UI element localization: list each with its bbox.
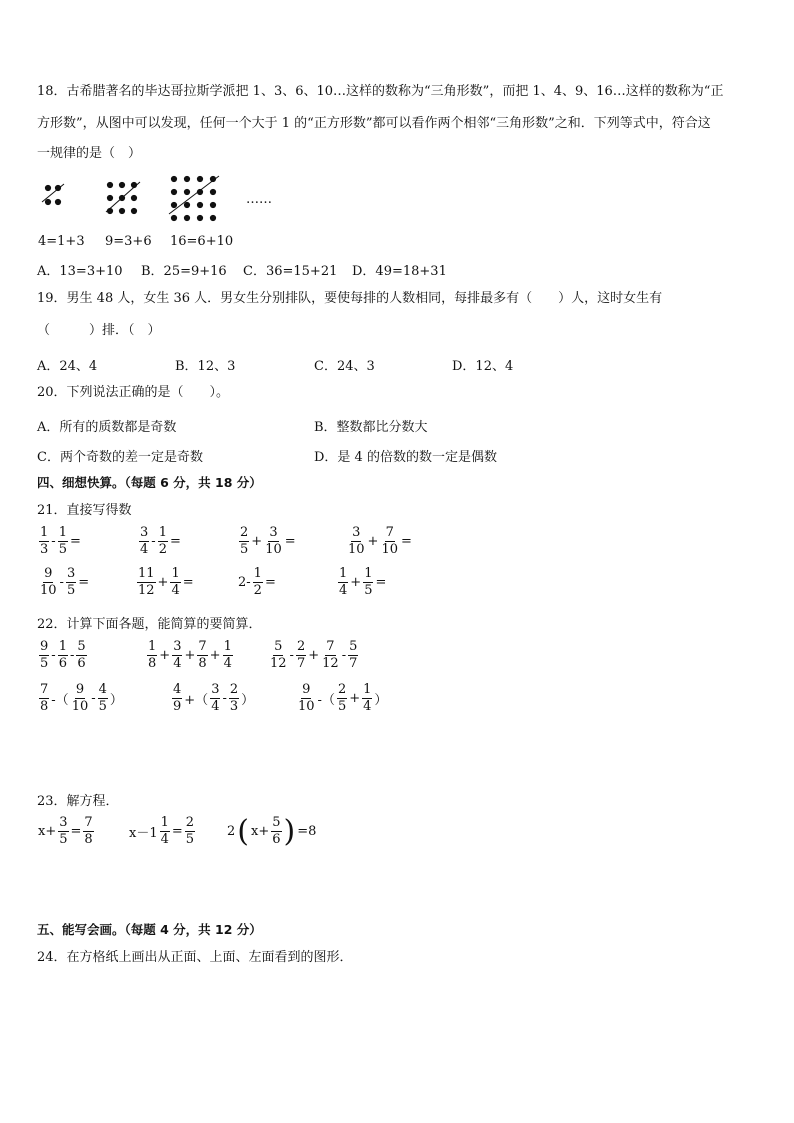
operator: 2- xyxy=(238,575,251,590)
fraction xyxy=(380,526,399,557)
q22-expr xyxy=(38,683,124,714)
operator: - xyxy=(51,648,56,663)
operator: =8 xyxy=(297,824,317,839)
numerator: 5 xyxy=(77,639,86,654)
numerator: 7 xyxy=(385,525,394,540)
q18-ellipsis: …… xyxy=(246,192,272,207)
denominator: 12 xyxy=(270,656,287,671)
numerator: 1 xyxy=(223,639,232,654)
section-5-title: 五、能写会画。（每题 4 分，共 12 分） xyxy=(37,922,262,937)
fraction xyxy=(83,816,93,847)
operator: + xyxy=(349,691,361,706)
operator: x+ xyxy=(38,824,57,839)
numerator: 3 xyxy=(211,682,220,697)
q21-expr xyxy=(38,526,82,557)
operator: - xyxy=(222,691,227,706)
denominator: 4 xyxy=(211,699,220,714)
numerator: 3 xyxy=(59,815,68,830)
numerator: 3 xyxy=(66,566,76,581)
operator: = xyxy=(171,824,183,839)
q19-option-a[interactable]: A．24、4 xyxy=(37,359,98,374)
fraction xyxy=(210,683,220,714)
numerator: 1 xyxy=(58,525,67,540)
q21-expr xyxy=(237,567,277,598)
operator: + xyxy=(159,648,171,663)
operator: = xyxy=(70,824,82,839)
numerator: 7 xyxy=(326,639,335,654)
operator: x－1 xyxy=(129,826,158,841)
q19-option-d[interactable]: D．12、4 xyxy=(452,359,514,374)
fraction xyxy=(58,640,68,671)
operator: + xyxy=(209,648,221,663)
section-4-title: 四、细想快算。（每题 6 分，共 18 分） xyxy=(37,475,262,490)
operator: - xyxy=(69,648,75,663)
q18-text-line3: 一规律的是（ ） xyxy=(37,146,142,161)
fraction xyxy=(147,640,157,671)
numerator: 7 xyxy=(84,815,93,830)
operator: - xyxy=(51,534,56,549)
numerator: 1 xyxy=(58,639,67,654)
denominator: 7 xyxy=(349,656,358,671)
parenthesis: ( xyxy=(237,813,249,849)
operator: +（ xyxy=(184,693,209,708)
numerator: 9 xyxy=(40,639,49,654)
operator: + xyxy=(350,575,362,590)
denominator: 5 xyxy=(58,542,67,557)
operator: + xyxy=(251,534,263,549)
denominator: 7 xyxy=(296,656,306,671)
numerator: 1 xyxy=(364,566,373,581)
numerator: 1 xyxy=(158,525,167,540)
q21-title: 21．直接写得数 xyxy=(37,503,132,518)
numerator: 1 xyxy=(148,639,157,654)
q23-equation xyxy=(128,816,196,847)
denominator: 6 xyxy=(58,656,67,671)
fraction xyxy=(185,816,195,847)
operator: - xyxy=(59,575,64,590)
operator: = xyxy=(284,534,296,549)
operator: + xyxy=(184,648,196,663)
denominator: 8 xyxy=(198,656,207,671)
numerator: 4 xyxy=(98,682,107,697)
denominator: 5 xyxy=(66,583,76,598)
denominator: 4 xyxy=(363,699,372,714)
denominator: 9 xyxy=(173,699,182,714)
denominator: 4 xyxy=(223,656,232,671)
fraction xyxy=(158,526,168,557)
operator: = xyxy=(78,575,90,590)
fraction xyxy=(58,526,68,557)
operator: + xyxy=(367,534,379,549)
q18-option-b[interactable]: B．25=9+16 xyxy=(141,264,227,279)
fraction xyxy=(139,526,149,557)
fraction xyxy=(172,683,182,714)
denominator: 10 xyxy=(381,542,398,557)
q21-expr xyxy=(38,567,90,598)
q22-expr xyxy=(296,683,388,714)
numerator: 1 xyxy=(40,525,49,540)
denominator: 3 xyxy=(229,699,239,714)
numerator: 9 xyxy=(44,566,53,581)
q23-equation xyxy=(226,813,317,849)
q20-text: 20．下列说法正确的是（ ）。 xyxy=(37,385,230,400)
q21-expr xyxy=(136,567,195,598)
numerator: 3 xyxy=(173,639,182,654)
fraction xyxy=(269,640,288,671)
operator: - xyxy=(91,691,96,706)
fraction xyxy=(348,640,358,671)
q19-option-b[interactable]: B．12、3 xyxy=(175,359,236,374)
fraction xyxy=(239,526,249,557)
fraction xyxy=(170,567,180,598)
q20-option-a[interactable]: A．所有的质数都是奇数 xyxy=(37,420,177,435)
fraction xyxy=(271,816,281,847)
fraction xyxy=(321,640,340,671)
numerator: 9 xyxy=(75,682,85,697)
fraction xyxy=(39,683,49,714)
operator: 2 xyxy=(227,824,236,839)
operator: -（ xyxy=(317,693,335,708)
denominator: 5 xyxy=(364,583,373,598)
operator: ） xyxy=(374,693,388,708)
denominator: 12 xyxy=(322,656,339,671)
q20-option-d[interactable]: D．是 4 的倍数的数一定是偶数 xyxy=(314,450,497,465)
operator: x+ xyxy=(251,824,270,839)
q20-option-c[interactable]: C．两个奇数的差一定是奇数 xyxy=(37,450,203,465)
denominator: 5 xyxy=(337,699,347,714)
denominator: 4 xyxy=(339,583,348,598)
fraction xyxy=(363,567,373,598)
triangle-square-dots-figure xyxy=(36,172,236,230)
q22-expr xyxy=(38,640,88,671)
denominator: 10 xyxy=(298,699,315,714)
fraction xyxy=(58,816,68,847)
denominator: 4 xyxy=(171,583,180,598)
operator: ） xyxy=(109,693,123,708)
operator: + xyxy=(157,575,169,590)
denominator: 3 xyxy=(40,542,49,557)
operator: - xyxy=(151,534,156,549)
denominator: 6 xyxy=(272,832,281,847)
q19-text-line2: （ ）排．（ ） xyxy=(37,323,161,338)
operator: ） xyxy=(241,693,255,708)
numerator: 4 xyxy=(173,682,182,697)
denominator: 4 xyxy=(173,656,182,671)
numerator: 1 xyxy=(171,566,180,581)
denominator: 8 xyxy=(148,656,157,671)
numerator: 5 xyxy=(274,639,283,654)
operator: = xyxy=(69,534,81,549)
q23-title: 23．解方程． xyxy=(37,794,119,809)
q22-expr xyxy=(171,683,255,714)
fraction xyxy=(347,526,366,557)
numerator: 2 xyxy=(337,682,347,697)
fraction xyxy=(98,683,108,714)
numerator: 5 xyxy=(272,815,281,830)
numerator: 2 xyxy=(240,525,249,540)
fraction xyxy=(172,640,182,671)
fraction xyxy=(39,567,58,598)
fraction xyxy=(66,567,76,598)
q22-title: 22．计算下面各题，能简算的要简算． xyxy=(37,617,262,632)
numerator: 1 xyxy=(160,815,169,830)
denominator: 5 xyxy=(240,542,249,557)
numerator: 11 xyxy=(138,566,155,581)
fraction xyxy=(39,526,49,557)
fraction xyxy=(76,640,86,671)
operator: - xyxy=(341,648,347,663)
q21-expr xyxy=(337,567,387,598)
operator: -（ xyxy=(51,693,69,708)
fraction xyxy=(253,567,263,598)
denominator: 4 xyxy=(160,832,169,847)
q20-option-b[interactable]: B．整数都比分数大 xyxy=(314,420,428,435)
q18-caption-2: 9=3+6 xyxy=(105,234,152,249)
operator: = xyxy=(182,575,194,590)
denominator: 6 xyxy=(77,656,86,671)
denominator: 5 xyxy=(185,832,195,847)
numerator: 1 xyxy=(339,566,348,581)
q22-expr xyxy=(268,640,359,671)
denominator: 5 xyxy=(98,699,107,714)
denominator: 5 xyxy=(59,832,68,847)
q19-option-c[interactable]: C．24、3 xyxy=(314,359,375,374)
denominator: 2 xyxy=(158,542,167,557)
fraction xyxy=(160,816,170,847)
denominator: 2 xyxy=(253,583,262,598)
numerator: 2 xyxy=(185,815,195,830)
numerator: 7 xyxy=(40,682,49,697)
numerator: 3 xyxy=(140,525,149,540)
q23-equation xyxy=(37,816,95,847)
q18-option-c[interactable]: C．36=15+21 xyxy=(243,264,338,279)
operator: = xyxy=(375,575,387,590)
q22-expr xyxy=(146,640,234,671)
fraction xyxy=(297,683,316,714)
denominator: 10 xyxy=(40,583,57,598)
denominator: 8 xyxy=(84,832,93,847)
operator: = xyxy=(264,575,276,590)
q18-text-line1: 18．古希腊著名的毕达哥拉斯学派把 1、3、6、10…这样的数称为“三角形数”，而把 1、4、9、16…这样的数称为“正 xyxy=(37,84,724,99)
fraction xyxy=(338,567,348,598)
operator: + xyxy=(308,648,320,663)
numerator: 7 xyxy=(198,639,207,654)
fraction xyxy=(337,683,347,714)
denominator: 10 xyxy=(265,542,282,557)
denominator: 10 xyxy=(348,542,365,557)
denominator: 4 xyxy=(140,542,149,557)
numerator: 5 xyxy=(349,639,358,654)
fraction xyxy=(362,683,372,714)
operator: - xyxy=(289,648,294,663)
q18-caption-3: 16=6+10 xyxy=(170,234,234,249)
numerator: 1 xyxy=(363,682,372,697)
numerator: 9 xyxy=(302,682,311,697)
denominator: 5 xyxy=(40,656,49,671)
q21-expr xyxy=(238,526,297,557)
fraction xyxy=(223,640,233,671)
denominator: 12 xyxy=(138,583,155,598)
fraction xyxy=(229,683,239,714)
denominator: 10 xyxy=(71,699,89,714)
q19-text-line1: 19．男生 48 人，女生 36 人．男女生分别排队，要使每排的人数相同，每排最多有（ ）人，这时女生有 xyxy=(37,291,663,306)
q18-option-d[interactable]: D．49=18+31 xyxy=(352,264,447,279)
fraction xyxy=(264,526,283,557)
fraction xyxy=(296,640,306,671)
fraction xyxy=(137,567,156,598)
numerator: 1 xyxy=(253,566,262,581)
numerator: 2 xyxy=(229,682,239,697)
operator: = xyxy=(169,534,181,549)
q18-option-a[interactable]: A．13=3+10 xyxy=(37,264,123,279)
numerator: 2 xyxy=(296,639,306,654)
numerator: 3 xyxy=(352,525,361,540)
q21-expr xyxy=(346,526,413,557)
denominator: 8 xyxy=(40,699,49,714)
q21-expr xyxy=(138,526,182,557)
q24-title: 24．在方格纸上画出从正面、上面、左面看到的图形． xyxy=(37,950,353,965)
fraction xyxy=(71,683,90,714)
fraction xyxy=(39,640,49,671)
q18-text-line2: 方形数”，从图中可以发现，任何一个大于 1 的“正方形数”都可以看作两个相邻“三角形数”之和．下列等式中，符合这 xyxy=(37,116,711,131)
operator: = xyxy=(401,534,412,549)
q18-caption-1: 4=1+3 xyxy=(38,234,85,249)
numerator: 3 xyxy=(269,525,278,540)
parenthesis: ) xyxy=(283,813,296,849)
fraction xyxy=(197,640,207,671)
